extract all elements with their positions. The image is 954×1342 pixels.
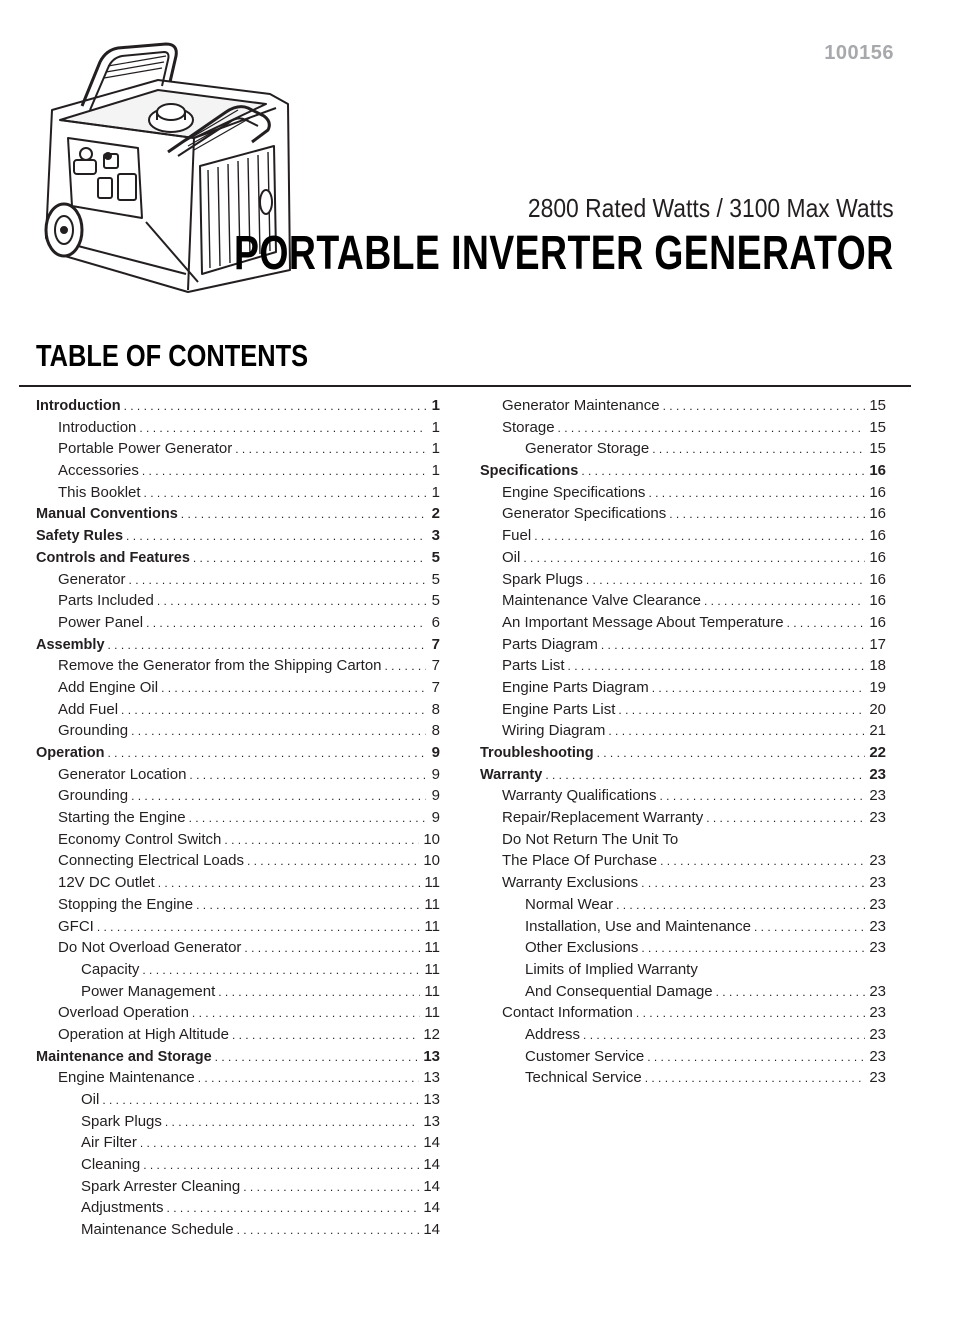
toc-entry[interactable] — [480, 571, 886, 593]
toc-entry[interactable] — [480, 939, 886, 961]
toc-leader-dots — [597, 746, 866, 760]
toc-entry[interactable] — [480, 419, 886, 441]
toc-entry[interactable] — [480, 527, 886, 549]
toc-leader-dots — [581, 464, 865, 478]
toc-entry[interactable] — [36, 419, 440, 441]
toc-entry[interactable] — [36, 1069, 440, 1091]
toc-entry-page: 23 — [869, 1047, 886, 1065]
toc-entry[interactable] — [36, 1113, 440, 1135]
toc-leader-dots — [641, 876, 865, 890]
toc-entry[interactable] — [480, 679, 886, 701]
toc-entry-label: Grounding — [58, 722, 129, 740]
toc-entry-label: Wiring Diagram — [502, 722, 606, 740]
toc-entry[interactable] — [36, 896, 440, 918]
toc-entry-label: Portable Power Generator — [58, 440, 233, 458]
toc-entry-label: Cleaning — [81, 1156, 141, 1174]
toc-entry-label: Accessories — [58, 462, 139, 480]
toc-entry-label: Grounding — [58, 787, 129, 805]
toc-leader-dots — [583, 1028, 865, 1042]
toc-leader-dots — [754, 920, 865, 934]
toc-entry-label: Controls and Features — [36, 549, 190, 566]
toc-leader-dots — [142, 464, 426, 478]
toc-leader-dots — [189, 811, 426, 825]
toc-leader-dots — [131, 789, 426, 803]
toc-entry-page: 14 — [423, 1177, 440, 1195]
toc-entry-page: 14 — [423, 1156, 440, 1174]
toc-entry-label: Other Exclusions — [525, 939, 639, 957]
toc-entry-page: 11 — [424, 982, 440, 1000]
toc-entry[interactable] — [36, 1048, 440, 1070]
toc-entry-label: Warranty Exclusions — [502, 874, 639, 892]
toc-entry[interactable] — [36, 1178, 440, 1200]
toc-entry-page: 20 — [869, 700, 886, 718]
toc-leader-dots — [158, 876, 421, 890]
toc-entry-label: Adjustments — [81, 1199, 164, 1217]
toc-leader-dots — [652, 681, 866, 695]
toc-entry[interactable] — [36, 549, 440, 571]
toc-entry-page: 3 — [431, 527, 440, 545]
toc-entry-label: Introduction — [36, 398, 121, 414]
toc-leader-dots — [660, 854, 865, 868]
toc-entry[interactable] — [36, 1221, 440, 1243]
toc-entry-page: 7 — [431, 657, 440, 675]
toc-leader-dots — [669, 507, 865, 521]
toc-entry[interactable] — [480, 1069, 886, 1091]
toc-entry-page: 23 — [869, 939, 886, 957]
toc-entry-label: Overload Operation — [58, 1004, 189, 1022]
toc-entry-page: 10 — [423, 852, 440, 870]
toc-entry[interactable] — [480, 1004, 886, 1026]
toc-entry-page: 23 — [869, 852, 886, 870]
toc-entry-page: 16 — [869, 570, 886, 588]
toc-entry[interactable] — [36, 505, 440, 527]
toc-entry-label: Stopping the Engine — [58, 895, 194, 913]
toc-entry[interactable] — [36, 983, 440, 1005]
toc-leader-dots — [121, 703, 426, 717]
toc-entry-page: 5 — [431, 570, 440, 588]
toc-leader-dots — [140, 1136, 419, 1150]
toc-leader-dots — [181, 507, 426, 521]
toc-entry-page: 5 — [431, 548, 440, 566]
toc-entry[interactable] — [480, 961, 886, 983]
toc-entry-label: Warranty — [480, 766, 543, 783]
toc-leader-dots — [129, 573, 426, 587]
toc-entry-label: Starting the Engine — [58, 809, 186, 827]
toc-entry-page: 13 — [423, 1069, 440, 1087]
toc-entry-label: Power Panel — [58, 613, 144, 631]
toc-entry[interactable] — [36, 679, 440, 701]
toc-entry-label: Engine Parts Diagram — [502, 678, 649, 696]
toc-entry[interactable] — [36, 462, 440, 484]
toc-entry[interactable] — [36, 744, 440, 766]
toc-leader-dots — [244, 941, 420, 955]
toc-entry-label: Parts Included — [58, 592, 154, 610]
toc-entry[interactable] — [480, 766, 886, 788]
toc-entry[interactable] — [480, 831, 886, 853]
toc-entry[interactable] — [36, 484, 440, 506]
toc-entry-label: Normal Wear — [525, 895, 614, 913]
toc-entry-label: This Booklet — [58, 483, 141, 501]
toc-leader-dots — [586, 573, 865, 587]
toc-entry[interactable] — [480, 484, 886, 506]
toc-entry-label: Storage — [502, 418, 555, 436]
toc-leader-dots — [237, 1223, 420, 1237]
toc-entry-label: Oil — [502, 548, 521, 566]
toc-entry-label: And Consequential Damage — [525, 982, 713, 1000]
toc-leader-dots — [126, 529, 426, 543]
toc-entry[interactable] — [36, 918, 440, 940]
toc-leader-dots — [157, 594, 426, 608]
toc-entry[interactable] — [36, 1091, 440, 1113]
toc-entry-label: Technical Service — [525, 1069, 642, 1087]
toc-entry[interactable] — [480, 397, 886, 419]
toc-leader-dots — [224, 833, 419, 847]
toc-leader-dots — [645, 1071, 866, 1085]
toc-entry[interactable] — [480, 505, 886, 527]
toc-entry[interactable] — [36, 874, 440, 896]
toc-entry-page: 16 — [869, 613, 886, 631]
toc-entry-page: 9 — [431, 744, 440, 761]
toc-leader-dots — [660, 789, 866, 803]
toc-entry-label: Engine Specifications — [502, 483, 646, 501]
toc-leader-dots — [704, 594, 865, 608]
toc-entry-label: Address — [525, 1025, 581, 1043]
toc-entry-page: 16 — [869, 527, 886, 545]
toc-entry-page: 11 — [424, 1004, 440, 1022]
toc-leader-dots — [108, 638, 426, 652]
toc-entry-page: 12 — [423, 1025, 440, 1043]
toc-entry[interactable] — [480, 918, 886, 940]
toc-leader-dots — [545, 768, 865, 782]
toc-entry-page: 11 — [424, 917, 440, 935]
toc-entry-page: 9 — [431, 765, 440, 783]
toc-entry-page: 22 — [869, 744, 886, 761]
toc-leader-dots — [534, 529, 865, 543]
toc-entry-label: Specifications — [480, 463, 579, 480]
toc-entry[interactable] — [36, 592, 440, 614]
toc-entry-page: 15 — [869, 418, 886, 436]
toc-leader-dots — [648, 486, 865, 500]
toc-entry-page: 19 — [869, 678, 886, 696]
toc-entry[interactable] — [480, 592, 886, 614]
toc-entry[interactable] — [480, 896, 886, 918]
toc-entry-page: 1 — [431, 440, 440, 458]
toc-entry-page: 11 — [424, 939, 440, 957]
toc-entry[interactable] — [480, 701, 886, 723]
toc-leader-dots — [243, 1180, 419, 1194]
toc-column-right — [480, 397, 886, 1091]
toc-entry-label: Fuel — [502, 527, 532, 545]
toc-leader-dots — [143, 1158, 419, 1172]
toc-leader-dots — [523, 551, 865, 565]
toc-entry[interactable] — [480, 1026, 886, 1048]
toc-entry[interactable] — [36, 831, 440, 853]
toc-leader-dots — [647, 1050, 865, 1064]
toc-entry-page: 13 — [423, 1047, 440, 1065]
toc-entry-page: 6 — [431, 613, 440, 631]
toc-entry-label: Engine Parts List — [502, 700, 616, 718]
toc-entry-label: Generator — [58, 570, 126, 588]
toc-entry-label: Spark Plugs — [81, 1112, 162, 1130]
toc-entry-page: 8 — [431, 700, 440, 718]
toc-entry-page: 10 — [423, 830, 440, 848]
toc-entry[interactable] — [36, 1134, 440, 1156]
toc-entry-page: 16 — [869, 462, 886, 480]
toc-leader-dots — [641, 941, 865, 955]
toc-entry-label: Operation at High Altitude — [58, 1025, 229, 1043]
toc-entry[interactable] — [36, 787, 440, 809]
toc-leader-dots — [161, 681, 426, 695]
toc-entry-page: 16 — [869, 505, 886, 523]
toc-entry-label: Oil — [81, 1091, 100, 1108]
toc-entry-page: 11 — [424, 895, 440, 913]
toc-leader-dots — [196, 898, 420, 912]
toc-leader-dots — [165, 1115, 419, 1129]
toc-entry-page: 23 — [869, 895, 886, 913]
toc-entry-page: 1 — [431, 397, 440, 414]
toc-entry-page: 23 — [869, 1004, 886, 1022]
toc-leader-dots — [618, 703, 865, 717]
toc-entry[interactable] — [480, 983, 886, 1005]
toc-entry[interactable] — [36, 636, 440, 658]
toc-entry-page: 15 — [869, 397, 886, 414]
toc-entry[interactable] — [480, 874, 886, 896]
toc-entry-page: 18 — [869, 657, 886, 675]
toc-leader-dots — [144, 486, 426, 500]
toc-entry-label: Installation, Use and Maintenance — [525, 917, 751, 935]
toc-leader-dots — [558, 421, 866, 435]
toc-entry[interactable] — [36, 961, 440, 983]
toc-entry-page: 16 — [869, 548, 886, 566]
toc-entry-label: Engine Maintenance — [58, 1069, 195, 1087]
toc-entry-label: Add Engine Oil — [58, 678, 159, 696]
toc-entry[interactable] — [480, 722, 886, 744]
toc-entry-page: 9 — [431, 787, 440, 805]
toc-entry[interactable] — [36, 657, 440, 679]
toc-entry-page: 16 — [869, 592, 886, 610]
toc-leader-dots — [706, 811, 865, 825]
toc-entry-label: Generator Location — [58, 765, 187, 783]
toc-entry-label: Economy Control Switch — [58, 830, 222, 848]
toc-entry[interactable] — [36, 397, 440, 419]
toc-entry[interactable] — [36, 939, 440, 961]
toc-entry-page: 5 — [431, 592, 440, 610]
toc-entry-label: Do Not Return The Unit To — [502, 830, 679, 848]
toc-heading: TABLE OF CONTENTS — [36, 338, 309, 373]
toc-leader-dots — [192, 1006, 421, 1020]
toc-entry-page: 23 — [869, 1069, 886, 1087]
page-title: PORTABLE INVERTER GENERATOR — [234, 227, 894, 280]
toc-leader-dots — [568, 659, 866, 673]
toc-leader-dots — [218, 985, 420, 999]
toc-entry-label: Generator Specifications — [502, 505, 667, 523]
toc-entry[interactable] — [36, 1026, 440, 1048]
toc-entry-label: Operation — [36, 745, 105, 761]
toc-entry-label: Generator Maintenance — [502, 397, 660, 414]
toc-entry-label: 12V DC Outlet — [58, 874, 155, 892]
toc-entry-page: 23 — [869, 874, 886, 892]
toc-entry-label: Parts Diagram — [502, 635, 598, 653]
toc-leader-dots — [636, 1006, 865, 1020]
toc-leader-dots — [107, 746, 426, 760]
toc-leader-dots — [167, 1201, 420, 1215]
model-number: 100156 — [824, 42, 894, 64]
toc-entry[interactable] — [480, 440, 886, 462]
toc-leader-dots — [131, 724, 426, 738]
toc-entry[interactable] — [36, 701, 440, 723]
toc-entry[interactable] — [480, 787, 886, 809]
toc-entry-label: Power Management — [81, 982, 216, 1000]
toc-entry[interactable] — [36, 440, 440, 462]
toc-leader-dots — [198, 1071, 420, 1085]
toc-leader-dots — [652, 442, 865, 456]
toc-entry[interactable] — [480, 657, 886, 679]
toc-entry-page: 9 — [431, 809, 440, 827]
toc-entry-page: 13 — [423, 1091, 440, 1108]
toc-leader-dots — [608, 724, 865, 738]
toc-entry[interactable] — [36, 852, 440, 874]
toc-entry[interactable] — [36, 614, 440, 636]
toc-entry-page: 14 — [423, 1221, 440, 1239]
toc-column-left — [36, 397, 440, 1243]
toc-entry-label: The Place Of Purchase — [502, 852, 658, 870]
toc-entry-label: Capacity — [81, 960, 140, 978]
toc-entry-page: 23 — [869, 809, 886, 827]
toc-entry-label: GFCI — [58, 917, 94, 935]
toc-entry-label: Maintenance and Storage — [36, 1048, 212, 1065]
toc-entry-page: 11 — [424, 874, 440, 892]
toc-leader-dots — [616, 898, 865, 912]
subtitle: 2800 Rated Watts / 3100 Max Watts — [528, 193, 894, 223]
toc-entry-label: An Important Message About Temperature — [502, 613, 784, 631]
toc-leader-dots — [385, 659, 426, 673]
toc-entry-page: 23 — [869, 765, 886, 783]
toc-entry-page: 7 — [431, 678, 440, 696]
toc-entry[interactable] — [36, 571, 440, 593]
toc-entry-label: Safety Rules — [36, 528, 124, 545]
toc-entry-label: Introduction — [58, 418, 137, 436]
toc-entry-page: 1 — [431, 462, 440, 480]
toc-leader-dots — [97, 920, 421, 934]
toc-entry-label: Add Fuel — [58, 700, 119, 718]
toc-leader-dots — [215, 1050, 420, 1064]
toc-entry-page: 14 — [423, 1199, 440, 1217]
toc-entry-page: 23 — [869, 787, 886, 805]
toc-leader-dots — [193, 551, 426, 565]
toc-entry[interactable] — [480, 809, 886, 831]
toc-entry-page: 16 — [869, 483, 886, 501]
toc-entry-label: Spark Plugs — [502, 570, 583, 588]
toc-leader-dots — [787, 616, 866, 630]
toc-entry-page: 21 — [869, 722, 886, 740]
toc-entry-page: 23 — [869, 982, 886, 1000]
toc-entry[interactable] — [480, 549, 886, 571]
toc-entry[interactable] — [480, 614, 886, 636]
toc-entry[interactable] — [480, 1048, 886, 1070]
toc-entry-page: 1 — [431, 483, 440, 501]
toc-entry-label: Customer Service — [525, 1047, 645, 1065]
toc-entry-page: 1 — [431, 418, 440, 436]
toc-leader-dots — [235, 442, 426, 456]
toc-entry-page: 8 — [431, 722, 440, 740]
toc-entry-label: Air Filter — [81, 1134, 137, 1152]
toc-entry[interactable] — [36, 527, 440, 549]
toc-entry-page: 11 — [424, 960, 440, 978]
toc-entry[interactable] — [36, 722, 440, 744]
toc-entry-page: 2 — [431, 505, 440, 523]
toc-entry-page: 14 — [423, 1134, 440, 1152]
toc-leader-dots — [232, 1028, 419, 1042]
toc-entry-label: Generator Storage — [525, 440, 650, 458]
toc-entry-label: Remove the Generator from the Shipping Carton — [58, 657, 382, 675]
toc-leader-dots — [146, 616, 426, 630]
toc-entry-label: Spark Arrester Cleaning — [81, 1177, 241, 1195]
toc-entry-page: 7 — [431, 635, 440, 653]
toc-leader-dots — [601, 638, 865, 652]
toc-entry-label: Warranty Qualifications — [502, 787, 657, 805]
toc-entry-label: Connecting Electrical Loads — [58, 852, 244, 870]
toc-leader-dots — [716, 985, 866, 999]
toc-leader-dots — [663, 399, 866, 413]
toc-entry[interactable] — [36, 1004, 440, 1026]
toc-entry-label: Limits of Implied Warranty — [525, 960, 698, 978]
toc-entry[interactable] — [36, 809, 440, 831]
toc-entry-page: 23 — [869, 917, 886, 935]
toc-leader-dots — [142, 963, 420, 977]
toc-entry-label: Manual Conventions — [36, 506, 178, 523]
toc-entry-label: Do Not Overload Generator — [58, 939, 242, 957]
toc-entry[interactable] — [480, 852, 886, 874]
toc-entry[interactable] — [480, 462, 886, 484]
toc-entry-label: Maintenance Valve Clearance — [502, 592, 702, 610]
toc-entry-page: 23 — [869, 1025, 886, 1043]
toc-entry-label: Repair/Replacement Warranty — [502, 809, 704, 827]
divider — [19, 385, 911, 387]
toc-entry[interactable] — [480, 744, 886, 766]
toc-leader-dots — [189, 768, 426, 782]
toc-entry-page: 13 — [423, 1112, 440, 1130]
toc-entry-label: Parts List — [502, 657, 565, 675]
toc-entry[interactable] — [480, 636, 886, 658]
toc-entry[interactable] — [36, 766, 440, 788]
toc-leader-dots — [247, 854, 419, 868]
toc-leader-dots — [139, 421, 426, 435]
toc-entry-label: Troubleshooting — [480, 745, 594, 761]
toc-entry[interactable] — [36, 1156, 440, 1178]
toc-leader-dots — [124, 399, 426, 413]
toc-leader-dots — [102, 1093, 419, 1107]
toc-entry-page: 17 — [869, 635, 886, 653]
toc-entry-label: Assembly — [36, 636, 105, 653]
toc-entry-label: Contact Information — [502, 1004, 633, 1022]
toc-entry-label: Maintenance Schedule — [81, 1221, 234, 1239]
toc-entry-page: 15 — [869, 440, 886, 458]
toc-entry[interactable] — [36, 1199, 440, 1221]
